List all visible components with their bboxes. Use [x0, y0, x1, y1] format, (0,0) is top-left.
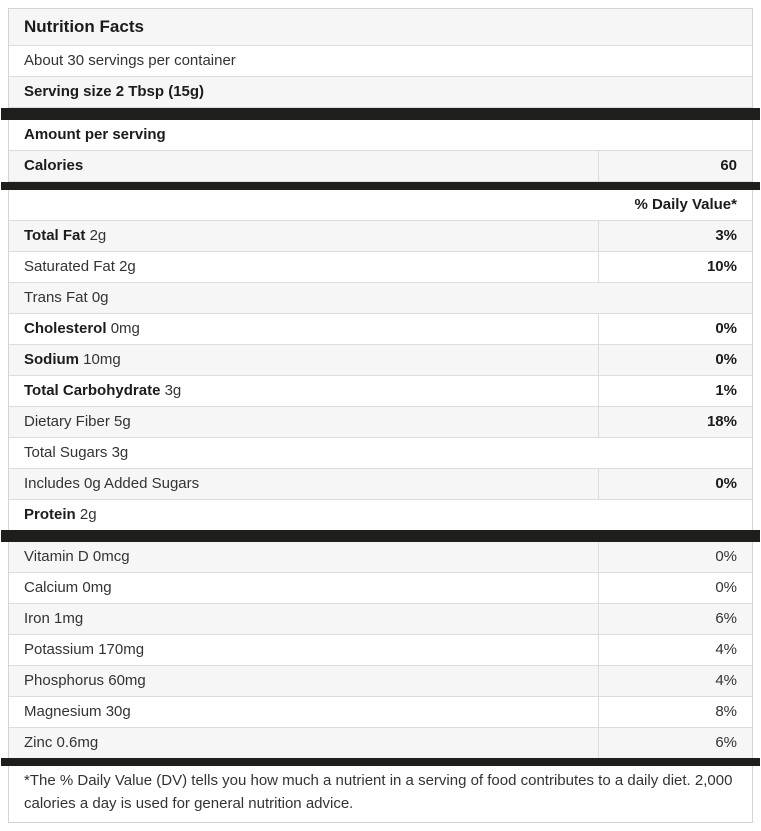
- nutrition-facts-table: [8, 8, 753, 823]
- row-total-fat: [9, 221, 752, 252]
- nutrient-amount: 3g: [164, 381, 182, 399]
- row-trans-fat: [9, 283, 752, 314]
- thick-divider-bar: [1, 758, 760, 766]
- nutrient-name: Vitamin D: [24, 547, 89, 565]
- nutrient-name-cell: [9, 542, 598, 572]
- nutrient-name: Calcium: [24, 578, 79, 596]
- thick-divider-bar: [1, 530, 760, 542]
- servings-per-container-text: About 30 servings per container: [24, 51, 236, 69]
- nutrient-amount: 0g: [91, 288, 109, 306]
- nutrient-name-cell: [9, 635, 598, 665]
- row-zinc: [9, 728, 752, 758]
- row-vitamin-d: [9, 542, 752, 573]
- label-title-row: [9, 9, 752, 46]
- daily-value: 0%: [598, 345, 752, 375]
- daily-value: 6%: [598, 604, 752, 634]
- nutrient-name-cell: [9, 469, 598, 499]
- nutrient-name: Trans Fat: [24, 288, 88, 306]
- nutrient-name-cell: [9, 252, 598, 282]
- nutrient-name-cell: [9, 438, 752, 468]
- row-calcium: [9, 573, 752, 604]
- nutrient-name: Total Fat: [24, 226, 86, 244]
- nutrient-name-cell: [9, 314, 598, 344]
- row-protein: [9, 500, 752, 530]
- servings-per-container-row: [9, 46, 752, 77]
- nutrient-name: Total Carbohydrate: [24, 381, 161, 399]
- nutrient-amount: 5g: [114, 412, 131, 430]
- nutrient-amount: 0mg: [110, 319, 140, 337]
- daily-value: 0%: [598, 314, 752, 344]
- daily-value-header: [9, 190, 752, 220]
- row-saturated-fat: [9, 252, 752, 283]
- nutrient-amount: 2g: [89, 226, 107, 244]
- serving-size-text: Serving size 2 Tbsp (15g): [24, 82, 205, 100]
- nutrient-name: Magnesium: [24, 702, 102, 720]
- nutrient-name: Iron: [24, 609, 50, 627]
- nutrient-amount: 0mg: [82, 578, 112, 596]
- row-cholesterol: [9, 314, 752, 345]
- row-includes-0g-added-sugars: [9, 469, 752, 500]
- daily-value: 1%: [598, 376, 752, 406]
- daily-value: 18%: [598, 407, 752, 437]
- nutrient-name-cell: [9, 697, 598, 727]
- nutrient-name: Potassium: [24, 640, 95, 658]
- nutrient-amount: 60mg: [108, 671, 146, 689]
- daily-value: 4%: [598, 635, 752, 665]
- daily-value: 0%: [598, 542, 752, 572]
- nutrient-amount: 0.6mg: [56, 733, 99, 751]
- nutrient-name-cell: [9, 604, 598, 634]
- calories-value: 60: [598, 151, 752, 181]
- servings-per-container: [9, 46, 752, 76]
- calories-label-cell: [9, 151, 598, 181]
- label-title-text: Nutrition Facts: [24, 16, 144, 36]
- row-potassium: [9, 635, 752, 666]
- micronutrient-rows-section: [9, 542, 752, 758]
- nutrient-amount: 2g: [119, 257, 136, 275]
- nutrient-amount: 2g: [79, 505, 97, 523]
- nutrient-name: Protein: [24, 505, 76, 523]
- row-phosphorus: [9, 666, 752, 697]
- daily-value: 3%: [598, 221, 752, 251]
- nutrient-rows-section: [9, 221, 752, 530]
- daily-value: 6%: [598, 728, 752, 758]
- row-magnesium: [9, 697, 752, 728]
- nutrient-name-cell: [9, 573, 598, 603]
- nutrient-name-cell: [9, 728, 598, 758]
- daily-value: 10%: [598, 252, 752, 282]
- amount-per-serving-row: [9, 120, 752, 151]
- nutrient-amount: 3g: [111, 443, 129, 461]
- nutrition-facts-label: [8, 8, 753, 823]
- nutrient-name-cell: [9, 500, 752, 530]
- nutrient-name: Total Sugars: [24, 443, 108, 461]
- nutrient-name: Phosphorus: [24, 671, 105, 689]
- nutrient-name: Dietary Fiber: [24, 412, 110, 430]
- row-dietary-fiber: [9, 407, 752, 438]
- row-sodium: [9, 345, 752, 376]
- nutrient-name: Zinc: [24, 733, 53, 751]
- daily-value-header-row: [9, 190, 752, 221]
- footnote-row: [9, 766, 752, 822]
- row-total-carbohydrate: [9, 376, 752, 407]
- nutrient-name-cell: [9, 221, 598, 251]
- nutrient-amount: 10mg: [83, 350, 121, 368]
- serving-size-row: [9, 77, 752, 108]
- nutrient-name: Includes 0g Added Sugars: [24, 474, 200, 492]
- nutrient-amount: 0mcg: [92, 547, 130, 565]
- footnote: [9, 766, 752, 822]
- amount-per-serving-text: Amount per serving: [24, 125, 166, 143]
- nutrient-name: Cholesterol: [24, 319, 107, 337]
- calories-row: [9, 151, 752, 182]
- nutrient-name-cell: [9, 345, 598, 375]
- nutrient-amount: 30g: [105, 702, 131, 720]
- row-iron: [9, 604, 752, 635]
- nutrient-amount: 1mg: [54, 609, 84, 627]
- row-total-sugars: [9, 438, 752, 469]
- daily-value: 0%: [598, 469, 752, 499]
- nutrient-amount: 170mg: [98, 640, 145, 658]
- nutrient-name-cell: [9, 666, 598, 696]
- thick-divider-bar: [1, 108, 760, 120]
- nutrient-name-cell: [9, 283, 752, 313]
- daily-value-header-text: % Daily Value*: [634, 195, 737, 213]
- nutrient-name-cell: [9, 407, 598, 437]
- thick-divider-bar: [1, 182, 760, 190]
- calories-label: Calories: [24, 156, 84, 174]
- serving-size: [9, 77, 752, 107]
- nutrient-name-cell: [9, 376, 598, 406]
- nutrient-name: Saturated Fat: [24, 257, 115, 275]
- footnote-text: *The % Daily Value (DV) tells you how much a nutrient in a serving of food contributes to a daily diet. 2,000 calories a day is used for general nutrition advice.: [24, 772, 733, 812]
- daily-value: 0%: [598, 573, 752, 603]
- label-title: [9, 9, 752, 45]
- daily-value: 4%: [598, 666, 752, 696]
- nutrient-name: Sodium: [24, 350, 79, 368]
- amount-per-serving: [9, 120, 752, 150]
- daily-value: 8%: [598, 697, 752, 727]
